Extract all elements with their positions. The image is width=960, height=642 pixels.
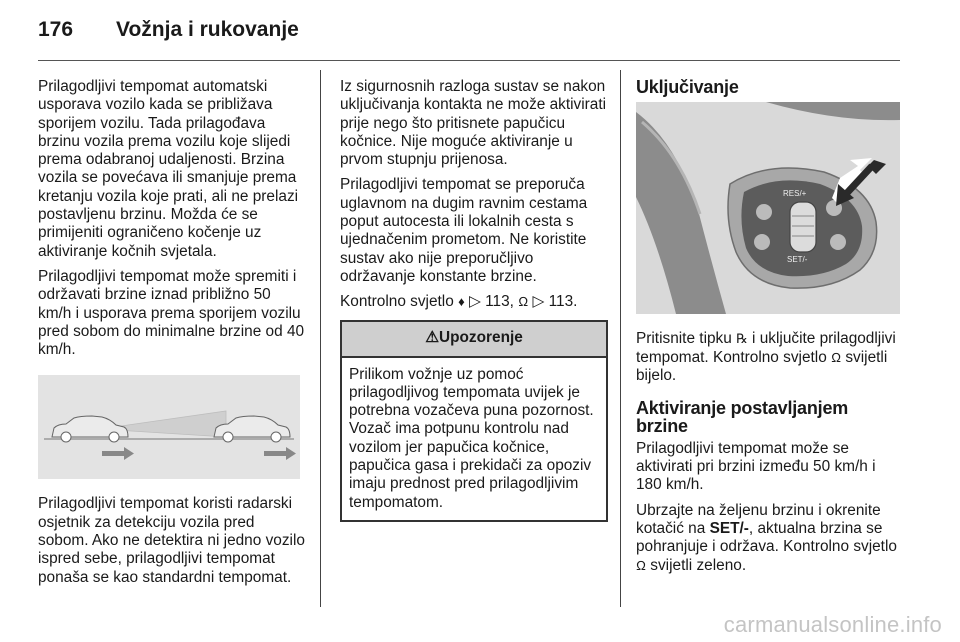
- set-label: SET/-: [787, 255, 808, 265]
- paragraph: [636, 502, 904, 575]
- res-label: RES/+: [783, 189, 807, 199]
- steering-wheel-svg: [636, 102, 900, 314]
- text: svijetli zeleno.: [650, 556, 747, 574]
- column-1: [38, 78, 306, 594]
- cruise-control-icon: Ω: [831, 349, 842, 365]
- page-reference-icon: ▷: [532, 293, 545, 311]
- warning-text: Prilikom vožnje uz pomoć prilagodljivog tempomata uvijek je potrebna vozačeva puna pozornost. Vozač ima potpunu kontrolu nad vozilom jer papučica kočnice, papučica gasa i prekidači za opoziv imaju prednost pred prilagodljivim tempomatom.: [349, 365, 594, 511]
- paragraph: Prilagodljivi tempomat se preporuča uglavnom na dugim ravnim cestama poput autocesta ili lokalnih cesta s ujednačenim prometom. Ne koristite sustav ako nije preporučljivo održavanje konstante brzine.: [340, 176, 588, 285]
- paragraph: Prilagodljivi tempomat može spremiti i održavati brzine iznad približno 50 km/h i usporava prema sporijem vozilu pred sobom do minimalne brzine od 40 km/h.: [38, 267, 305, 359]
- paragraph: Iz sigurnosnih razloga sustav se nakon uključivanja kontakta ne može aktivirati prije nego što pritisnete papučicu kočnice. Nije moguće aktiviranje u prvom stupnju prijenosa.: [340, 78, 607, 169]
- radar-illustration: [38, 375, 300, 479]
- text: Ubrzajte na željenu brzinu i okrenite kotačić na: [636, 501, 881, 537]
- column-3: [636, 78, 904, 582]
- car-front-icon: ♦: [458, 294, 465, 310]
- header-rule: [38, 60, 900, 61]
- section-heading: Uključivanje: [636, 77, 739, 97]
- page-reference: 113,: [485, 293, 514, 311]
- warning-triangle-icon: ⚠: [425, 329, 439, 347]
- page-reference-icon: ▷: [469, 293, 481, 311]
- warning-box: [340, 320, 608, 522]
- page-number: 176: [38, 18, 74, 41]
- control-button-icon: [754, 234, 770, 250]
- page-reference: 113.: [548, 293, 578, 311]
- set-label-bold: SET/-: [709, 519, 749, 537]
- cruise-control-button-icon: ℞: [736, 331, 748, 347]
- watermark: carmanualsonline.info: [723, 612, 942, 637]
- paragraph: [340, 293, 608, 311]
- text: Kontrolno svjetlo: [340, 293, 454, 311]
- distance-button-icon: [830, 234, 846, 250]
- column-2: [340, 78, 608, 522]
- radar-illustration-svg: [38, 375, 300, 479]
- cruise-control-icon: Ω: [636, 557, 646, 573]
- thumbwheel-icon: [790, 202, 816, 252]
- paragraph: Prilagodljivi tempomat koristi radarski osjetnik za detekciju vozila pred sobom. Ako ne detektira ni jedno vozilo ispred sebe, prilagodljivi tempomat ponaša se kao standardni tempomat.: [38, 495, 305, 586]
- page-title: Vožnja i rukovanje: [116, 18, 299, 41]
- steering-wheel-illustration: [636, 102, 900, 314]
- text: , aktualna brzina se pohranjuje i održava. Kontrolno svjetlo: [636, 519, 897, 556]
- cruise-control-icon: Ω: [518, 294, 529, 310]
- column-divider-left: [320, 70, 321, 607]
- warning-title: Upozorenje: [439, 329, 523, 347]
- text: Pritisnite tipku: [636, 330, 732, 348]
- paragraph: Prilagodljivi tempomat automatski usporava vozilo kada se približava sporijem vozilu. Tada prilagođava brzinu vozila prema vozilu koje slijedi prema odabranoj udaljenosti. Brzina vozila se povećava ili smanjuje prema kretanju vozila koje prati, ali ne prelazi postavljenu brzinu. Možda će se primijeniti ograničeno kočenje uz aktiviranje kočnih svjetala.: [38, 78, 299, 260]
- column-divider-right: [620, 70, 621, 607]
- text: svijetli bijelo.: [636, 348, 888, 384]
- paragraph: Prilagodljivi tempomat može se aktivirati pri brzini između 50 km/h i 180 km/h.: [636, 439, 876, 494]
- control-button-icon: [756, 204, 772, 220]
- section-heading: Aktiviranje postavljanjem brzine: [636, 398, 849, 437]
- paragraph: [636, 330, 904, 385]
- warning-header: [342, 322, 606, 358]
- text: i uključite prilagodljivi tempomat. Kontrolno svjetlo: [636, 330, 896, 366]
